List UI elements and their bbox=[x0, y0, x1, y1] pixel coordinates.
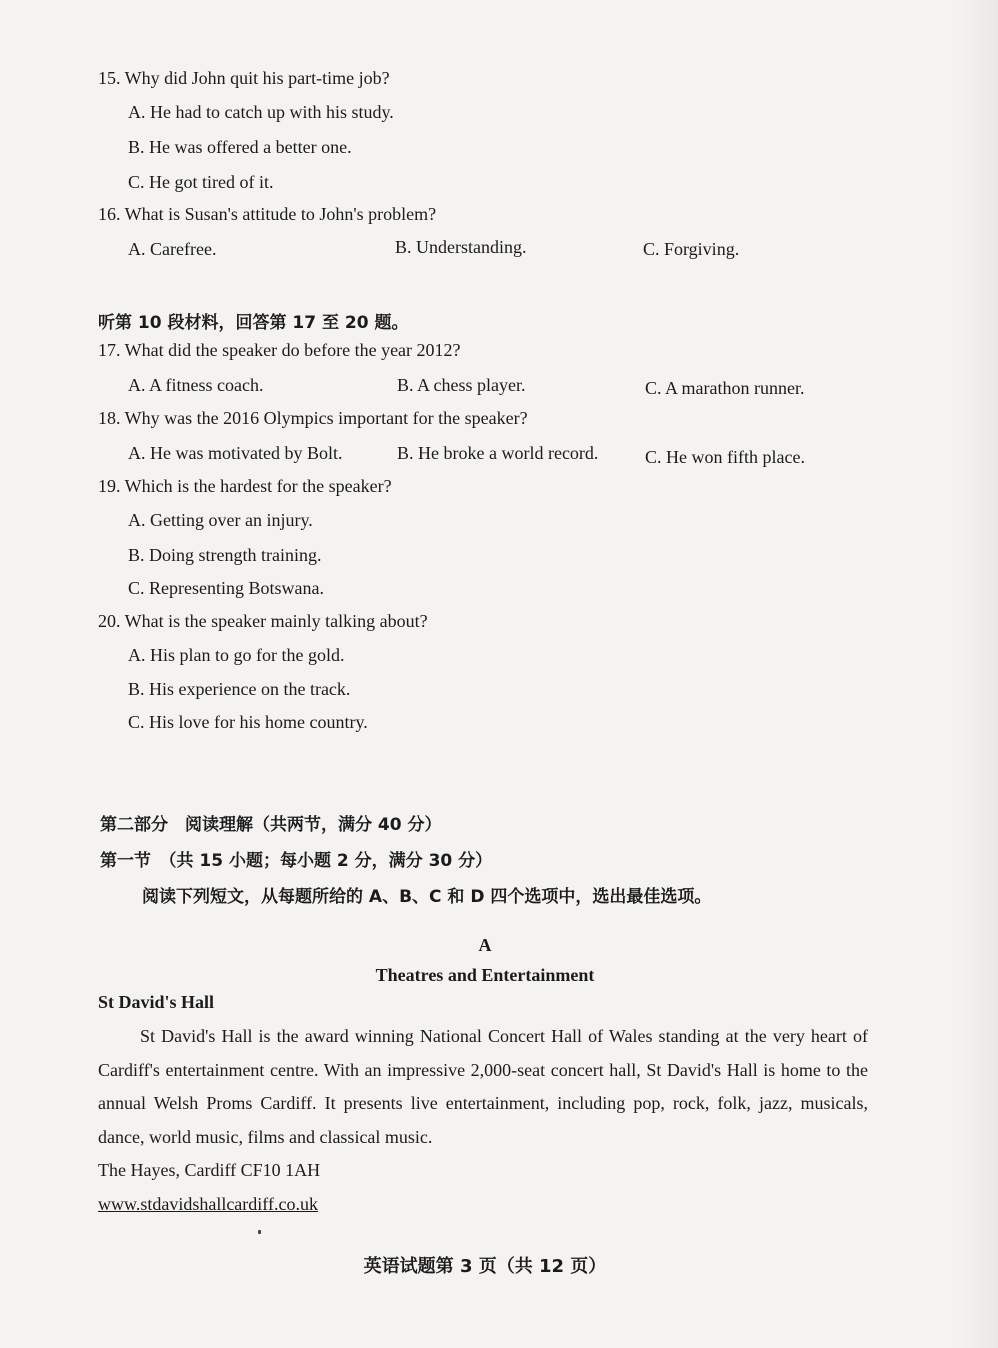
q16-option-a: A. Carefree. bbox=[128, 239, 217, 259]
q15-option-b: B. He was offered a better one. bbox=[128, 137, 352, 157]
q16-option-b: B. Understanding. bbox=[395, 237, 527, 257]
question-17: 17. What did the speaker do before the year 2012? bbox=[98, 340, 461, 360]
listening-section-instruction: 听第 10 段材料，回答第 17 至 20 题。 bbox=[98, 313, 409, 333]
q20-option-a: A. His plan to go for the gold. bbox=[128, 645, 345, 665]
venue-description bbox=[98, 1020, 868, 1154]
q18-option-b: B. He broke a world record. bbox=[397, 443, 599, 463]
venue-address: The Hayes, Cardiff CF10 1AH bbox=[98, 1160, 321, 1180]
question-16: 16. What is Susan's attitude to John's problem? bbox=[98, 204, 437, 224]
page-footer: 英语试题第 3 页（共 12 页） bbox=[363, 1256, 607, 1277]
q15-option-c: C. He got tired of it. bbox=[128, 172, 274, 192]
question-18: 18. Why was the 2016 Olympics important for the speaker? bbox=[98, 408, 528, 428]
question-15: 15. Why did John quit his part-time job? bbox=[98, 68, 390, 88]
reading-instruction: 阅读下列短文，从每题所给的 A、B、C 和 D 四个选项中，选出最佳选项。 bbox=[142, 887, 712, 907]
q17-option-a: A. A fitness coach. bbox=[128, 375, 264, 395]
reading-section-title: 第一节 （共 15 小题；每小题 2 分，满分 30 分） bbox=[100, 851, 493, 871]
q16-option-c: C. Forgiving. bbox=[643, 239, 740, 259]
page-edge-shadow bbox=[958, 0, 998, 1348]
passage-title: Theatres and Entertainment bbox=[375, 965, 595, 985]
question-20: 20. What is the speaker mainly talking about? bbox=[98, 611, 428, 631]
q18-option-c: C. He won fifth place. bbox=[645, 447, 805, 467]
q17-option-c: C. A marathon runner. bbox=[645, 378, 805, 398]
q19-option-b: B. Doing strength training. bbox=[128, 545, 322, 565]
q15-option-a: A. He had to catch up with his study. bbox=[128, 102, 394, 122]
q19-option-c: C. Representing Botswana. bbox=[128, 578, 324, 598]
venue-name: St David's Hall bbox=[98, 992, 215, 1012]
venue-description-text: St David's Hall is the award winning National Concert Hall of Wales standing at the very heart of Cardiff's entertainment centre. With an impressive 2,000-seat concert hall, St David's Hall is home to the annual Welsh Proms Cardiff. It presents live entertainment, including pop, rock, folk, jazz, musicals, dance, world music, films and classical music. bbox=[98, 1026, 868, 1147]
q20-option-b: B. His experience on the track. bbox=[128, 679, 351, 699]
question-19: 19. Which is the hardest for the speaker? bbox=[98, 476, 392, 496]
q18-option-a: A. He was motivated by Bolt. bbox=[128, 443, 343, 463]
passage-letter: A bbox=[478, 935, 492, 955]
scan-speck bbox=[258, 1230, 261, 1234]
q17-option-b: B. A chess player. bbox=[397, 375, 526, 395]
venue-website-link[interactable]: www.stdavidshallcardiff.co.uk bbox=[98, 1194, 318, 1214]
q19-option-a: A. Getting over an injury. bbox=[128, 510, 313, 530]
reading-part-title: 第二部分 阅读理解（共两节，满分 40 分） bbox=[100, 815, 442, 835]
q20-option-c: C. His love for his home country. bbox=[128, 712, 368, 732]
